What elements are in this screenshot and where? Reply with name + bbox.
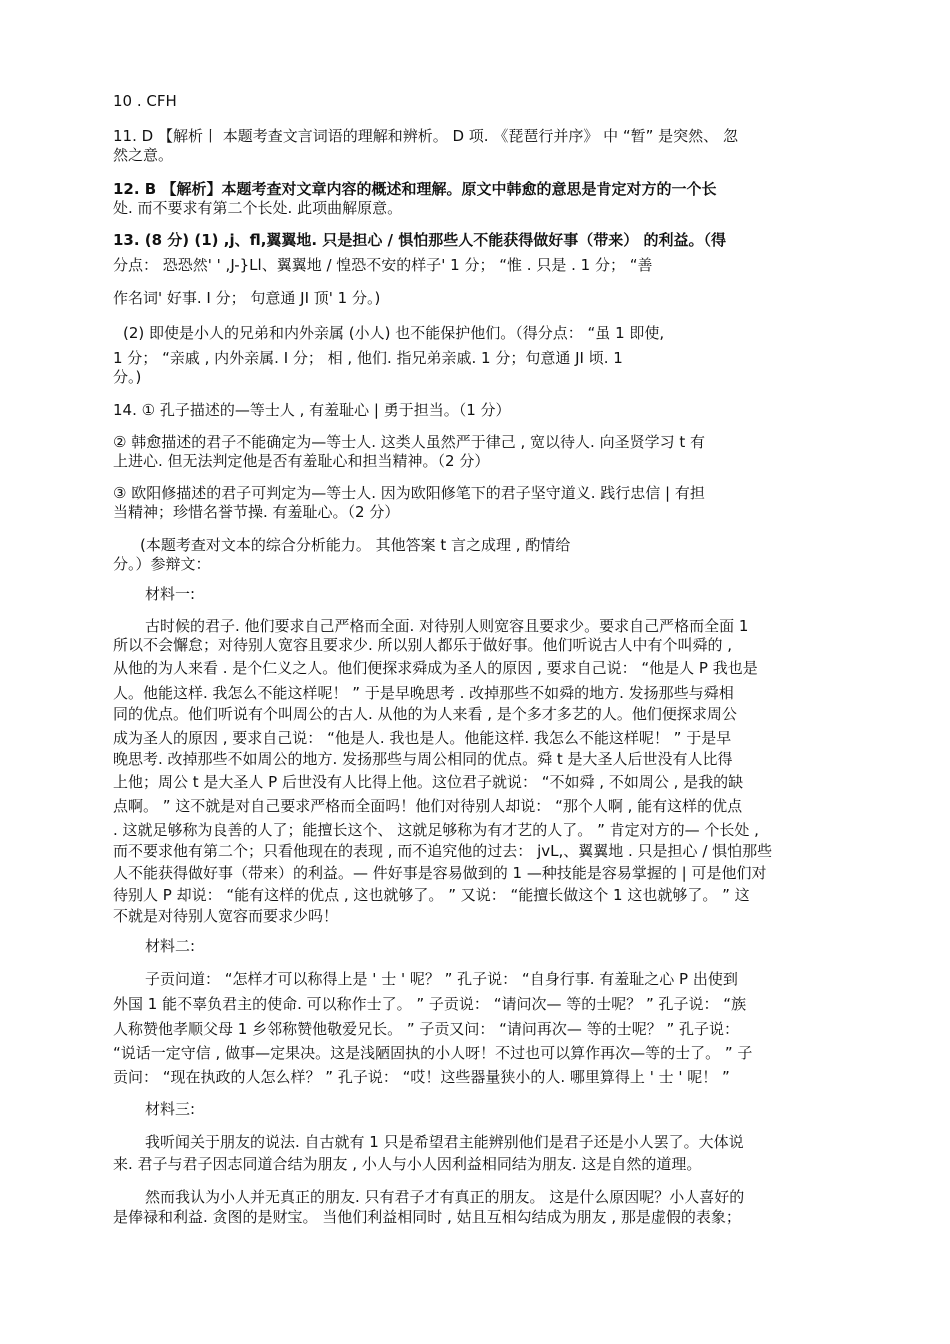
- answer-q13-line-2: 分点： 恐恐然' ' ,J-}Ll、翼翼地 / 惶恐不安的样子' 1 分； “惟 . 只是 . 1 分； “善: [113, 256, 653, 274]
- material-1-line: 同的优点。他们听说有个叫周公的古人. 从他的为人来看 , 是个多才多艺的人。他们便探求周公: [113, 705, 737, 723]
- material-1-line: 待别人 P 却说： “能有这样的优点 , 这也就够了。 ” 又说： “能擅长做这个 1 这也就够了。 ” 这: [113, 886, 750, 904]
- answer-q12-line-2: 处. 而不要求有第二个长处. 此项曲解原意。: [113, 199, 403, 217]
- answer-q14-line-4: ③ 欧阳修描述的君子可判定为—等士人. 因为欧阳修笔下的君子坚守道义. 践行忠信 | 有担: [113, 484, 705, 502]
- answer-q12-line-1: 12. B 【解析】本题考查对文章内容的概述和理解。原文中韩愈的意思是肯定对方的一个长: [113, 180, 717, 198]
- material-1-line: 晚思考. 改掉那些不如周公的地方. 发扬那些与周公相同的优点。舜 t 是大圣人后世没有人比得: [113, 750, 733, 768]
- answer-q14-line-2: ② 韩愈描述的君子不能确定为—等士人. 这类人虽然严于律己 , 宽以待人. 向圣贤学习 t 有: [113, 433, 706, 451]
- material-3-title: 材料三:: [145, 1100, 196, 1118]
- material-3-line: 然而我认为小人并无真正的朋友. 只有君子才有真正的朋友。 这是什么原因呢？小人喜好的: [145, 1188, 745, 1206]
- material-3-line: 来. 君子与君子因志同道合结为朋友 , 小人与小人因利益相同结为朋友. 这是自然的道理。: [113, 1155, 702, 1173]
- material-1-line: 上他；周公 t 是大圣人 P 后世没有人比得上他。这位君子就说： “不如舜 , 不如周公 , 是我的缺: [113, 773, 744, 791]
- material-1-line: 而不要求他有第二个；只看他现在的表现 , 而不追究他的过去： jvL,、翼翼地 . 只是担心 / 惧怕那些: [113, 842, 773, 860]
- answer-q13-line-3: 作名词' 好事. I 分； 句意通 JI 顶' 1 分。): [113, 289, 381, 307]
- answer-q13-line-6: 分。): [113, 368, 142, 386]
- material-1-line: 不就是对待别人宽容而要求少吗！: [113, 907, 339, 925]
- material-2-line: 子贡问道： “怎样才可以称得上是 ' 士 ' 呢？ ” 孔子说： “自身行事. 有羞耻之心 P 出使到: [145, 970, 738, 988]
- material-2-line: 人称赞他孝顺父母 1 乡邻称赞他敬爱兄长。 ” 子贡又问： “请问再次— 等的士呢？ ” 孔子说：: [113, 1020, 740, 1038]
- material-1-line: 从他的为人来看 . 是个仁义之人。他们便探求舜成为圣人的原因 , 要求自己说： “他是人 P 我也是: [113, 659, 758, 677]
- material-2-line: 贡问： “现在执政的人怎么样？ ” 孔子说： “哎！这些器量狭小的人. 哪里算得上 ' 士 ' 呢！ ”: [113, 1068, 730, 1086]
- answer-q14-line-6: (本题考查对文本的综合分析能力。 其他答案 t 言之成理 , 酌情给: [140, 536, 571, 554]
- answer-q10: 10 . CFH: [113, 92, 177, 110]
- answer-q13-line-5: 1 分； “亲戚 , 内外亲属. I 分； 相 , 他们. 指兄弟亲戚. 1 分；句意通 JI 顷. 1: [113, 349, 623, 367]
- answer-q14-line-3: 上进心. 但无法判定他是否有羞耻心和担当精神。（2 分）: [113, 452, 490, 470]
- material-3-line: 我听闻关于朋友的说法. 自古就有 1 只是希望君主能辨别他们是君子还是小人罢了。大体说: [145, 1133, 744, 1151]
- material-1-line: 成为圣人的原因 , 要求自己说： “他是人. 我也是人。他能这样. 我怎么不能这样呢！ ” 于是早: [113, 729, 732, 747]
- answer-q13-line-1: 13. (8 分) (1) ,j、fl,翼翼地. 只是担心 / 惧怕那些人不能获得做好事（带来） 的利益。（得: [113, 231, 726, 249]
- answer-q11-line-1: 11. D 【解析丨 本题考查文言词语的理解和辨析。 D 项. 《琵琶行并序》 中 “暂” 是突然、 忽: [113, 127, 738, 145]
- material-2-line: 外国 1 能不辜负君主的使命. 可以称作士了。 ” 子贡说： “请问次— 等的士呢？ ” 孔子说： “族: [113, 995, 747, 1013]
- answer-q14-line-5: 当精神；珍惜名誉节操. 有羞耻心。（2 分）: [113, 503, 400, 521]
- material-2-line: “说话一定守信 , 做事—定果决。这是浅陋固执的小人呀！不过也可以算作再次—等的士了。 ” 子: [113, 1044, 753, 1062]
- answer-q14-line-1: 14. ① 孔子描述的—等士人 , 有羞耻心 | 勇于担当。（1 分）: [113, 401, 511, 419]
- material-1-line: 古时候的君子. 他们要求自己严格而全面. 对待别人则宽容且要求少。要求自己严格而全面 1: [145, 617, 749, 635]
- answer-q14-line-7: 分。）参辩文：: [113, 555, 211, 573]
- material-3-line: 是俸禄和利益. 贪图的是财宝。 当他们利益相同时 , 姑且互相勾结成为朋友 , 那是虚假的表象；: [113, 1208, 741, 1226]
- material-1-line: 人。他能这样. 我怎么不能这样呢！ ” 于是早晚思考 . 改掉那些不如舜的地方. 发扬那些与舜相: [113, 684, 734, 702]
- answer-q13-line-4: (2) 即使是小人的兄弟和内外亲属 (小人) 也不能保护他们。（得分点： “虽 1 即使,: [123, 324, 665, 342]
- material-1-line: . 这就足够称为良善的人了；能擅长这个、 这就足够称为有才艺的人了。 ” 肯定对方的— 个长处 ,: [113, 821, 759, 839]
- answer-q11-line-2: 然之意。: [113, 146, 174, 164]
- material-1-line: 点啊。 ” 这不就是对自己要求严格而全面吗！他们对待别人却说： “那个人啊 , 能有这样的优点: [113, 797, 743, 815]
- material-2-title: 材料二:: [145, 937, 196, 955]
- material-1-line: 所以不会懈怠；对待别人宽容且要求少. 所以别人都乐于做好事。他们听说古人中有个叫舜的 ,: [113, 636, 733, 654]
- material-1-title: 材料一:: [145, 585, 196, 603]
- material-1-line: 人不能获得做好事（带来）的利益。— 件好事是容易做到的 1 —种技能是容易掌握的 | 可是他们对: [113, 864, 767, 882]
